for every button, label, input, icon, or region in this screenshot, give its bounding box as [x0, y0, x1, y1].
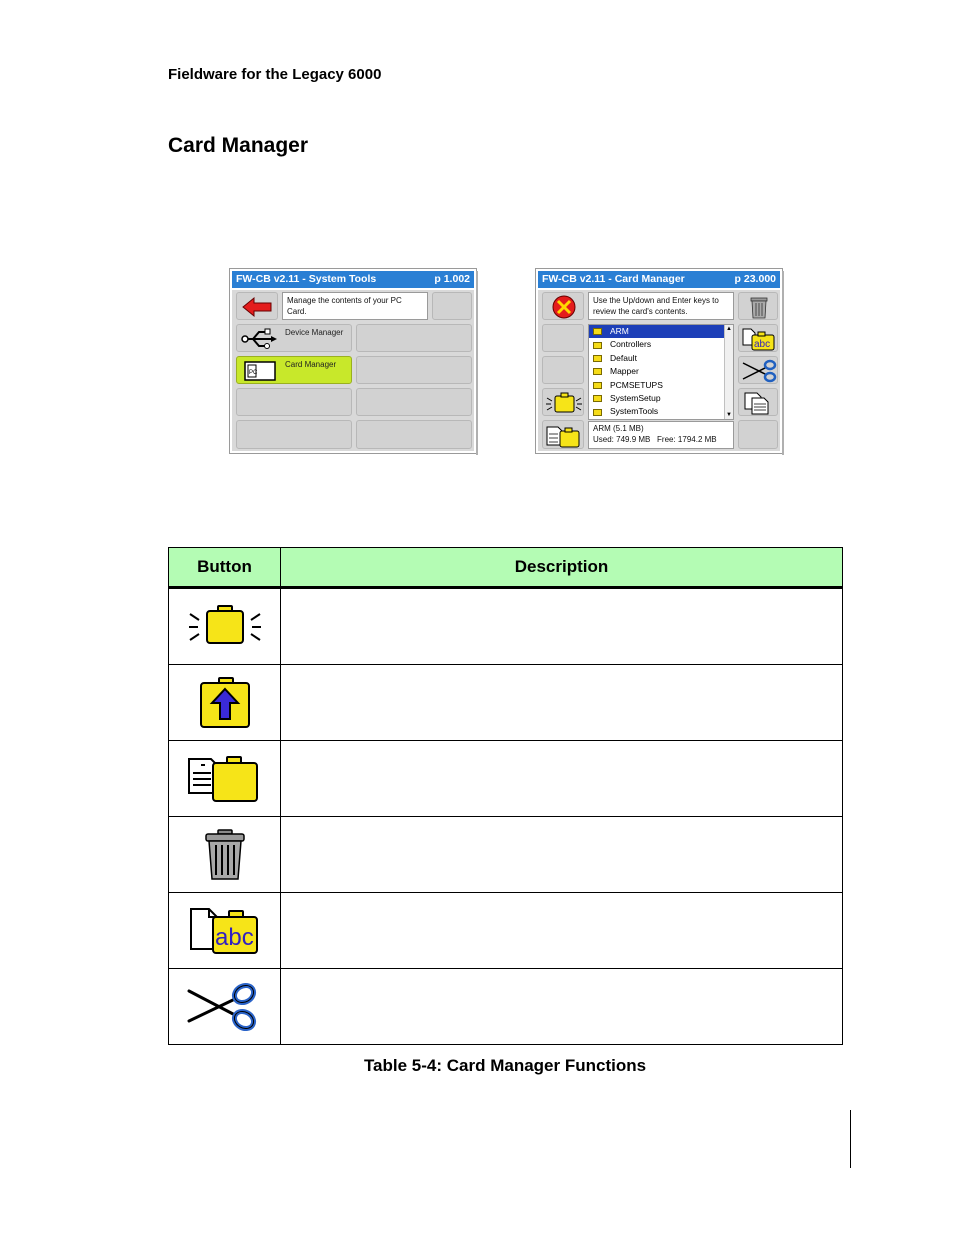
table-header-row — [169, 548, 843, 588]
list-scrollbar[interactable] — [724, 325, 733, 419]
card-status-box — [588, 421, 734, 449]
folder-icon — [593, 342, 602, 349]
section-title: Card Manager — [168, 134, 309, 157]
rename-icon — [739, 325, 779, 353]
scissors-icon — [185, 979, 265, 1035]
folder-name: PCMSETUPS — [610, 379, 663, 390]
list-item[interactable] — [589, 338, 733, 351]
card-usage: Used: 749.9 MB Free: 1794.2 MB — [593, 435, 717, 444]
table-row — [169, 741, 843, 817]
table-row — [169, 588, 843, 665]
list-item[interactable] — [589, 405, 733, 418]
folder-icon — [593, 328, 602, 335]
system-tools-screen — [229, 268, 477, 454]
card-manager-button[interactable] — [236, 356, 352, 384]
scroll-up-icon[interactable]: ▲ — [726, 326, 732, 332]
folder-icon — [593, 409, 602, 416]
new-folder-button[interactable] — [542, 388, 584, 416]
rename-icon-text: abc — [214, 923, 254, 951]
delete-button[interactable] — [738, 292, 778, 320]
table-row — [169, 893, 843, 969]
pc-card-icon — [239, 357, 281, 385]
card-manager-functions-table — [168, 547, 843, 1045]
folder-name: ARM — [610, 326, 629, 336]
empty-tile[interactable] — [356, 324, 472, 352]
icon-cell — [169, 741, 281, 817]
table-row — [169, 665, 843, 741]
back-arrow-icon — [237, 293, 279, 321]
description-cell — [281, 817, 843, 893]
list-item[interactable] — [589, 365, 733, 378]
screen-title: FW-CB v2.11 - Card Manager — [542, 273, 685, 285]
description-cell — [281, 665, 843, 741]
folder-list[interactable] — [588, 324, 734, 420]
new-folder-icon — [185, 602, 265, 652]
cut-button[interactable] — [738, 356, 778, 384]
close-button[interactable] — [542, 292, 584, 320]
screen-titlebar — [232, 271, 474, 288]
list-item[interactable] — [589, 392, 733, 405]
empty-tile[interactable] — [432, 292, 472, 320]
folder-name: SystemTools — [610, 406, 659, 417]
device-manager-button[interactable] — [236, 324, 352, 352]
usb-icon — [239, 325, 281, 353]
folder-icon — [593, 355, 602, 362]
new-folder-icon — [543, 389, 585, 417]
screen-message: Manage the contents of your PC Card. — [282, 292, 428, 320]
folder-icon — [593, 382, 602, 389]
device-manager-label: Device Manager — [285, 328, 344, 337]
card-manager-label: Card Manager — [285, 360, 337, 369]
icon-cell — [169, 588, 281, 665]
description-cell — [281, 588, 843, 665]
screen-message: Use the Up/down and Enter keys to review the card's contents. — [588, 292, 734, 320]
empty-tile[interactable] — [236, 388, 352, 416]
list-item[interactable] — [589, 325, 733, 338]
table-row — [169, 969, 843, 1045]
screen-body — [232, 290, 474, 451]
folder-icon — [593, 368, 602, 375]
table-caption: Table 5-4: Card Manager Functions — [363, 1056, 647, 1075]
paste-pages-icon — [739, 389, 779, 417]
up-folder-icon — [185, 675, 265, 731]
icon-cell — [169, 817, 281, 893]
icon-cell — [169, 893, 281, 969]
rename-button[interactable] — [738, 324, 778, 352]
folder-name: Mapper — [610, 366, 639, 377]
card-manager-screen — [535, 268, 783, 454]
screen-title: FW-CB v2.11 - System Tools — [236, 273, 377, 285]
selected-folder-size: ARM (5.1 MB) — [593, 424, 644, 433]
description-cell — [281, 893, 843, 969]
folder-name: SystemSetup — [610, 392, 661, 403]
copy-to-folder-icon — [543, 421, 585, 450]
scroll-down-icon[interactable]: ▼ — [726, 412, 732, 418]
table-row — [169, 817, 843, 893]
close-icon — [543, 293, 585, 321]
button-column-header: Button — [169, 548, 281, 588]
rename-icon — [185, 903, 265, 959]
screen-page-number: p 1.002 — [434, 273, 470, 285]
screen-page-number: p 23.000 — [734, 273, 776, 285]
paste-button[interactable] — [738, 388, 778, 416]
empty-tile[interactable] — [738, 420, 778, 449]
icon-cell — [169, 665, 281, 741]
running-header: Fieldware for the Legacy 6000 — [168, 66, 382, 83]
empty-tile[interactable] — [542, 324, 584, 352]
empty-tile[interactable] — [356, 388, 472, 416]
empty-tile[interactable] — [236, 420, 352, 449]
back-button[interactable] — [236, 292, 278, 320]
folder-name: Controllers — [610, 339, 652, 350]
list-item[interactable] — [589, 352, 733, 365]
icon-cell — [169, 969, 281, 1045]
rename-icon-text: abc — [754, 339, 771, 350]
copy-to-folder-icon — [185, 751, 265, 807]
margin-rule — [850, 1110, 851, 1168]
trash-can-icon — [739, 293, 779, 321]
list-item[interactable] — [589, 379, 733, 392]
folder-name: Default — [610, 352, 637, 363]
screen-body — [538, 290, 780, 451]
pc-card-icon-text: PC — [249, 370, 258, 376]
trash-can-icon — [185, 827, 265, 883]
description-column-header: Description — [281, 548, 843, 588]
scissors-icon — [739, 357, 779, 385]
empty-tile[interactable] — [356, 420, 472, 449]
copy-button[interactable] — [542, 420, 584, 449]
screen-titlebar — [538, 271, 780, 288]
empty-tile[interactable] — [356, 356, 472, 384]
empty-tile[interactable] — [542, 356, 584, 384]
description-cell — [281, 969, 843, 1045]
folder-icon — [593, 395, 602, 402]
description-cell — [281, 741, 843, 817]
